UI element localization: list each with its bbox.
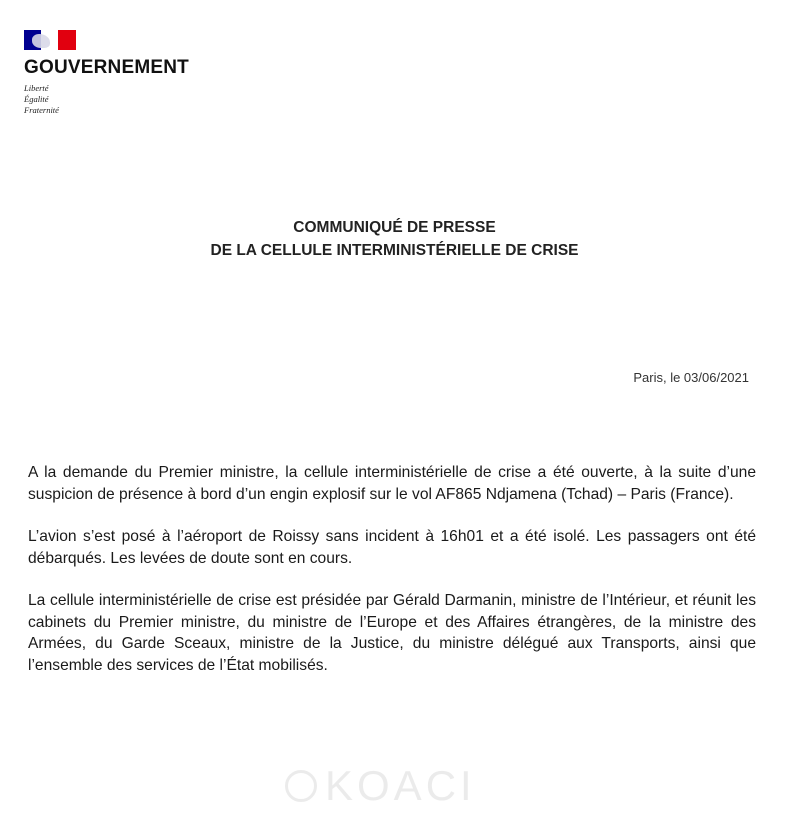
motto-liberte: Liberté <box>24 83 49 93</box>
paragraph-2: L’avion s’est posé à l’aéroport de Roissy sans incident à 16h01 et a été isolé. Les passagers ont été débarqués. Les levées de doute sont en cours. <box>28 528 756 567</box>
watermark-text: KOACI <box>325 762 476 809</box>
paragraph-1: A la demande du Premier ministre, la cellule interministérielle de crise a été ouverte, à la suite d’une suspicion de présence à bord d’un engin explosif sur le vol AF865 Ndjamena (Tchad) – Paris (France). <box>28 464 756 503</box>
title-line-2: DE LA CELLULE INTERMINISTÉRIELLE DE CRISE <box>210 242 579 259</box>
watermark <box>285 762 476 810</box>
motto-fraternite: Fraternité <box>24 105 59 115</box>
document-body <box>28 462 756 697</box>
document-date: Paris, le 03/06/2021 <box>633 370 749 385</box>
document-title <box>0 216 789 262</box>
title-line-1: COMMUNIQUÉ DE PRESSE <box>293 219 496 236</box>
motto <box>24 83 189 116</box>
motto-egalite: Égalité <box>24 94 49 104</box>
government-title: GOUVERNEMENT <box>24 57 189 78</box>
french-flag-icon <box>24 30 76 50</box>
government-logo <box>24 30 189 116</box>
watermark-logo-icon <box>285 770 317 802</box>
paragraph-3: La cellule interministérielle de crise est présidée par Gérald Darmanin, ministre de l’Intérieur, et réunit les cabinets du Premier ministre, du ministre de l’Europe et des Affaires étrangères, de la ministre des Armées, du Garde Sceaux, ministre de la Justice, du ministre délégué aux Transports, ainsi que l’ensemble des services de l’État mobilisés. <box>28 592 756 674</box>
